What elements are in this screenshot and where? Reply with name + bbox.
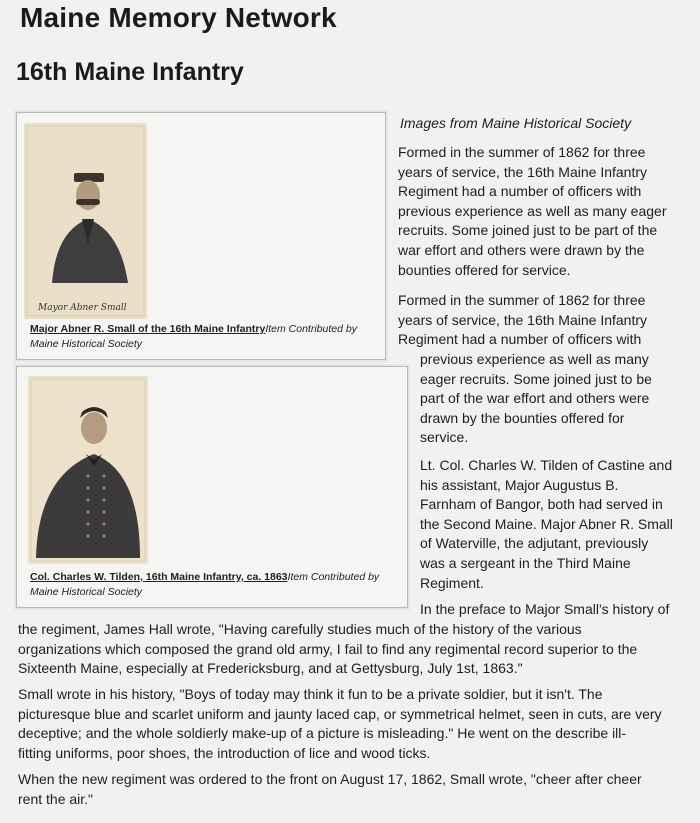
paragraph-5: Small wrote in his history, "Boys of today may think it fun to be a private soldier, but it isn't. The picturesque blue and scarlet uniform and jaunty laced cap, or symmetrical helmet, seen in cuts, are very deceptive; and the whole soldierly make-up of a picture is misleading." He went on the describe ill- fitting uniforms, poor shoes, the introduction of lice and wood ticks. [18, 686, 662, 761]
caption-charles-tilden: Col. Charles W. Tilden, 16th Maine Infantry, ca. 1863Item Contributed by Maine Historical Society [30, 571, 380, 598]
site-title: Maine Memory Network [20, 2, 337, 33]
paragraph-6: When the new regiment was ordered to the front on August 17, 1862, Small wrote, "cheer after cheer rent the air." [18, 771, 642, 807]
paragraph-1: Formed in the summer of 1862 for three years of service, the 16th Maine Infantry Regiment had a number of officers with previous experience as well as many eager recruits. Some joined just to be part of the war effort and others were drawn by the bounties offered for service. [398, 144, 667, 278]
paragraph-2-bottom: previous experience as well as many eager recruits. Some joined just to be part of the war effort and others were drawn by the bounties offered for service. [420, 351, 652, 446]
credit-line: Images from Maine Historical Society [400, 115, 632, 131]
photo-abner-small[interactable] [24, 123, 147, 319]
caption-link-abner-small[interactable]: Major Abner R. Small of the 16th Maine Infantry [30, 323, 266, 335]
caption-abner-small: Major Abner R. Small of the 16th Maine InfantryItem Contributed by Maine Historical Society [30, 323, 357, 350]
paragraph-2-top: Formed in the summer of 1862 for three years of service, the 16th Maine Infantry Regiment had a number of officers with [398, 292, 648, 348]
signature-text: Mayor Abner Small [38, 303, 127, 313]
portrait-tilden-icon [28, 376, 148, 564]
caption-link-charles-tilden[interactable]: Col. Charles W. Tilden, 16th Maine Infantry, ca. 1863 [30, 571, 288, 583]
page-title: 16th Maine Infantry [16, 58, 244, 86]
photo-charles-tilden[interactable] [28, 376, 148, 564]
paragraph-4-first-line: In the preface to Major Small's history of [420, 601, 670, 617]
portrait-small-icon [24, 123, 147, 319]
paragraph-4: the regiment, James Hall wrote, "Having carefully studies much of the history of the various organizations which composed the grand old army, I fail to find any regimental record superior to the Sixteenth Maine, especially at Fredericksburg, and at Gettysburg, July 1st, 1863." [18, 621, 638, 677]
paragraph-3: Lt. Col. Charles W. Tilden of Castine and his assistant, Major Augustus B. Farnham of Bangor, both had served in the Second Maine. Major Abner R. Small of Waterville, the adjutant, previously was a sergeant in the Third Maine Regiment. [420, 457, 673, 591]
